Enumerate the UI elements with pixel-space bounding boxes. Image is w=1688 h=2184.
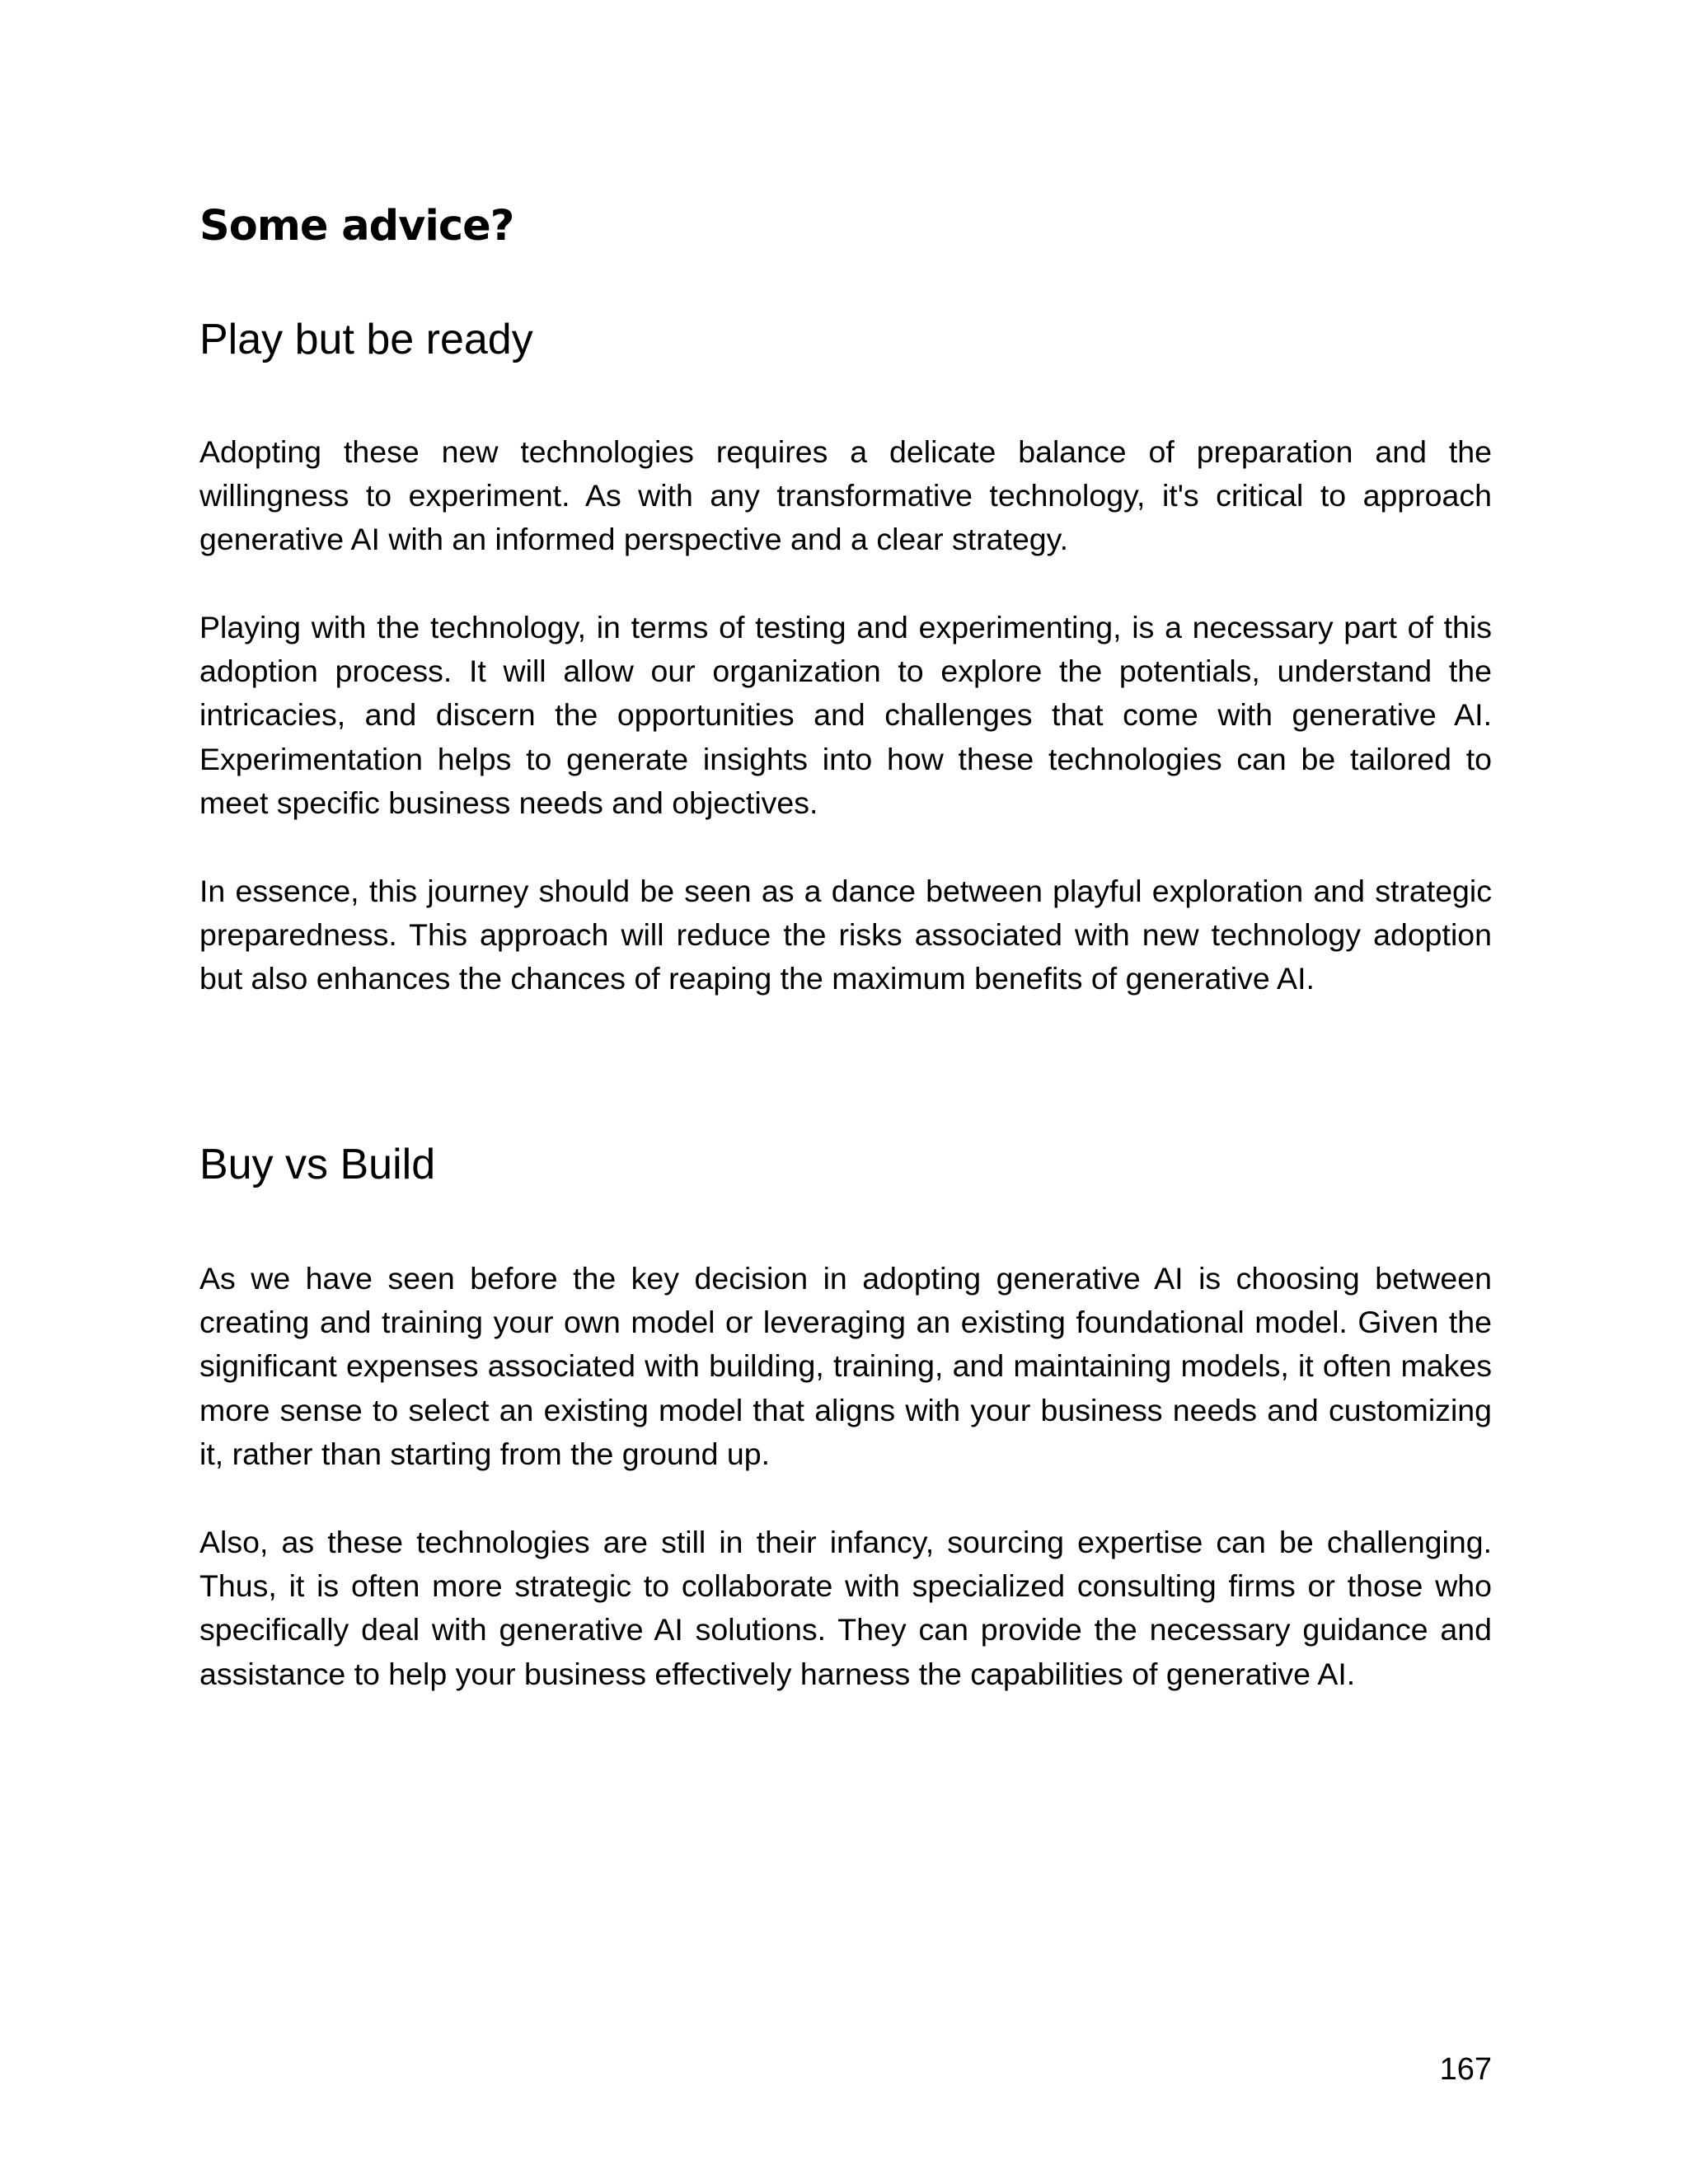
- page-number: 167: [1439, 2052, 1492, 2087]
- paragraph: In essence, this journey should be seen as a dance between playful exploration and strategic preparedness. This approach will reduce the risks associated with new technology adoption but also enhances the chances of reaping the maximum benefits of generative AI.: [199, 874, 1492, 996]
- paragraph: As we have seen before the key decision in adopting generative AI is choosing between creating and training your own model or leveraging an existing foundational model. Given the significant expenses associated with building, training, and maintaining models, it often makes more sense to select an existing model that aligns with your business needs and customizing it, rather than starting from the ground up.: [199, 1261, 1492, 1471]
- section-title-play-but-be-ready: Play but be ready: [199, 316, 533, 363]
- paragraph: Playing with the technology, in terms of testing and experimenting, is a necessary part of this adoption process. It will allow our organization to explore the potentials, understand the intricacies, and discern the opportunities and challenges that come with generative AI. Experimentation helps to generate insights into how these technologies can be tailored to meet specific business needs and objectives.: [199, 610, 1492, 820]
- paragraph: Also, as these technologies are still in their infancy, sourcing expertise can be challenging. Thus, it is often more strategic to collaborate with specialized consulting firms or those who specifically deal with generative AI solutions. They can provide the necessary guidance and assistance to help your business effectively harness the capabilities of generative AI.: [199, 1525, 1492, 1691]
- section-title-buy-vs-build: Buy vs Build: [199, 1141, 436, 1188]
- page-heading: Some advice?: [199, 202, 514, 251]
- paragraph: Adopting these new technologies requires a delicate balance of preparation and the willingness to experiment. As with any transformative technology, it's critical to approach generative AI with an informed perspective and a clear strategy.: [199, 434, 1492, 557]
